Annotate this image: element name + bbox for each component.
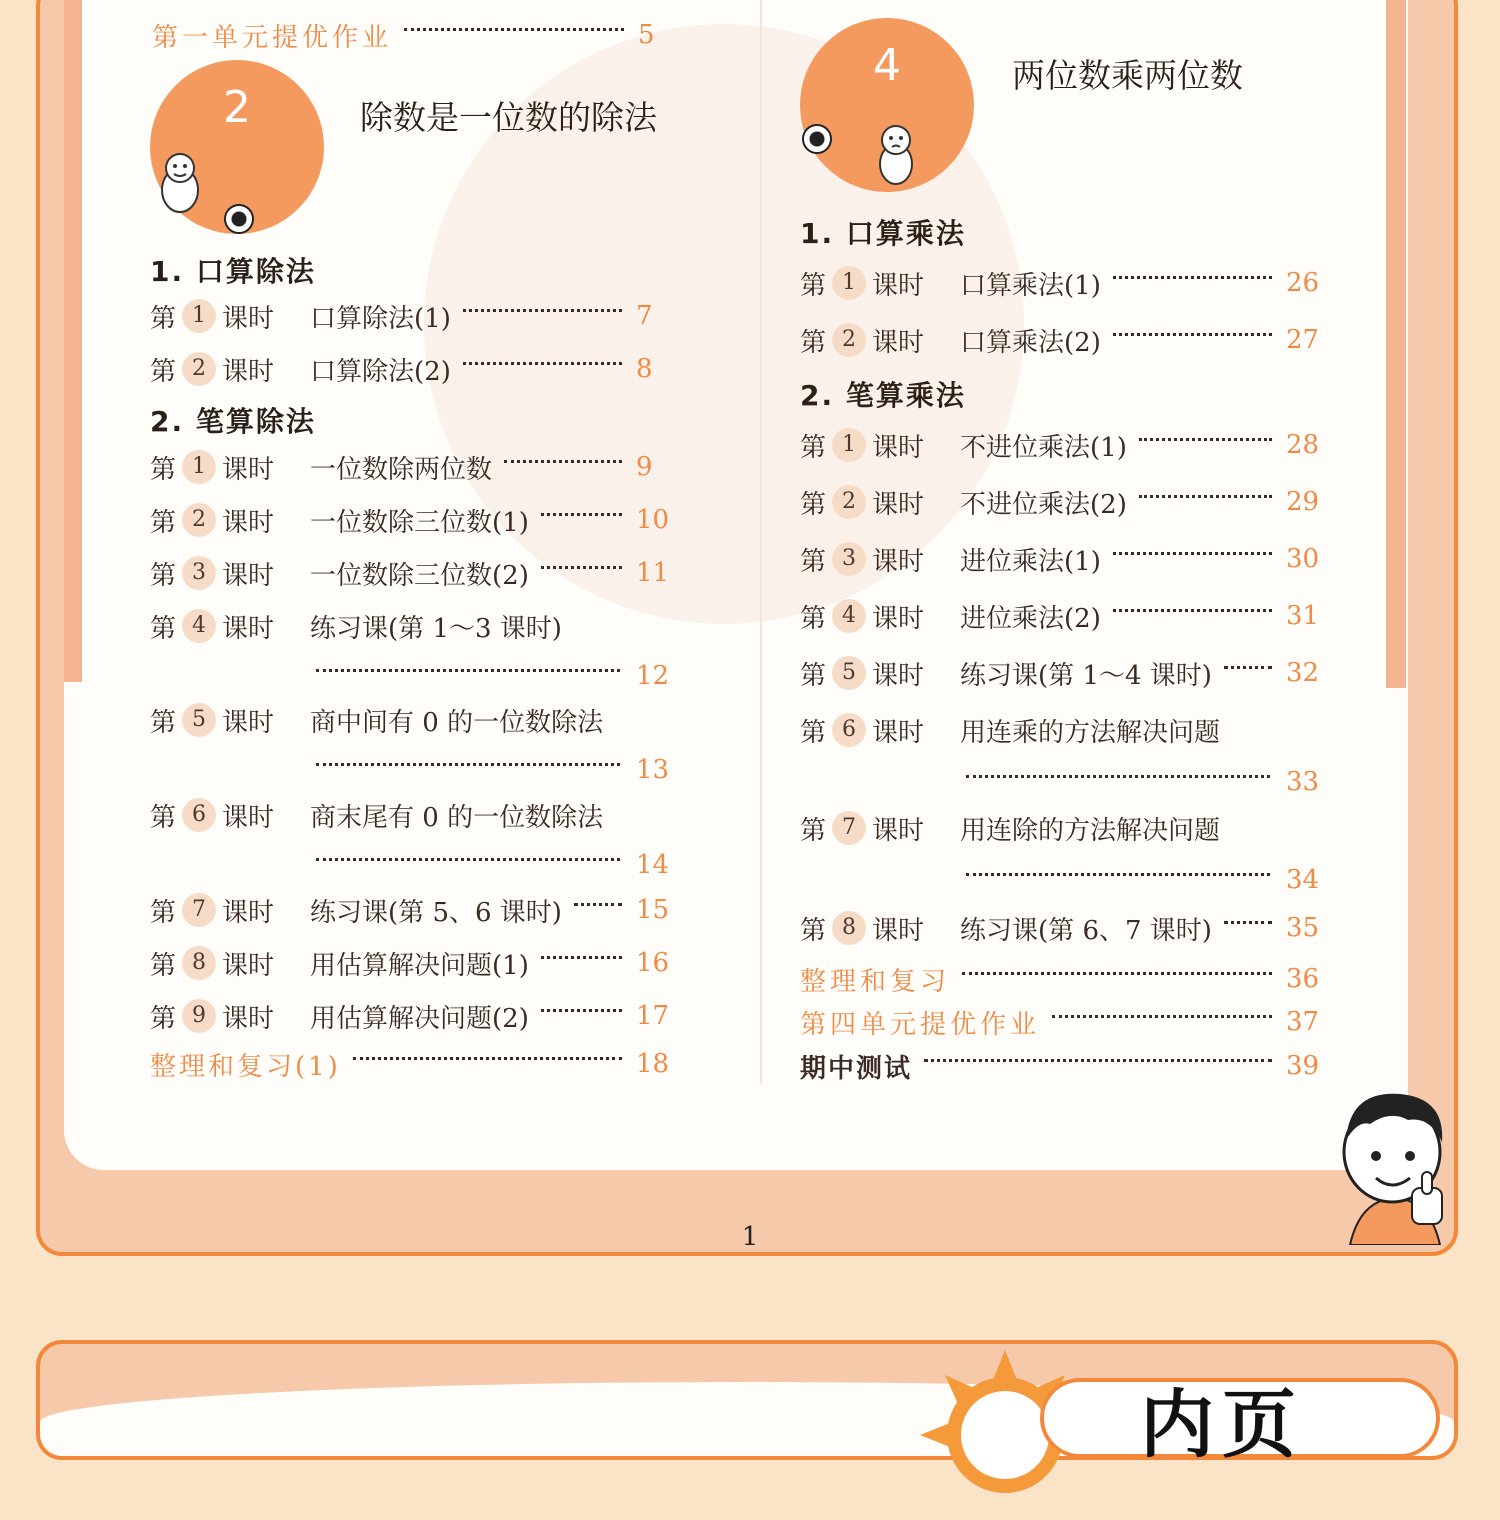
lesson-prefix: 第 (150, 454, 177, 485)
lesson-prefix: 第 (800, 489, 827, 520)
right-color-bar (1386, 0, 1406, 688)
page-number: 39 (1286, 1051, 1320, 1081)
toc-entry[interactable] (800, 908, 1320, 948)
page-number: 8 (636, 354, 653, 384)
lesson-suffix: 课时 (872, 489, 925, 520)
leader-dots (966, 775, 1270, 778)
lesson-prefix: 第 (150, 950, 177, 981)
leader-dots (1224, 921, 1272, 924)
lesson-title: 不进位乘法(2) (960, 489, 1127, 520)
toc-entry[interactable] (800, 596, 1320, 636)
lesson-title: 用估算解决问题(1) (310, 950, 529, 981)
lesson-number-badge: 6 (832, 713, 866, 747)
toc-entry-unit4-homework[interactable] (800, 1002, 1320, 1042)
lesson-title: 练习课(第 5、6 课时) (310, 897, 562, 928)
section-heading: 2. 笔算除法 (150, 405, 316, 438)
page-number: 34 (1286, 865, 1320, 895)
page-number: 9 (636, 452, 653, 482)
soccer-ball-icon (224, 204, 254, 234)
lesson-number-badge: 3 (182, 556, 216, 590)
leader-dots (1113, 276, 1272, 279)
lesson-title: 一位数除两位数 (310, 454, 493, 485)
lesson-number-badge: 7 (832, 811, 866, 845)
leader-dots (924, 1059, 1272, 1062)
toc-entry[interactable] (800, 808, 1320, 848)
lesson-title: 用连除的方法解决问题 (960, 815, 1221, 846)
lesson-suffix: 课时 (872, 432, 925, 463)
leader-dots (966, 873, 1270, 876)
toc-entry[interactable] (150, 700, 670, 740)
lesson-prefix: 第 (800, 432, 827, 463)
left-color-bar (64, 0, 82, 682)
toc-entry-continuation[interactable] (316, 750, 670, 790)
toc-entry[interactable] (800, 539, 1320, 579)
leader-dots (1052, 1015, 1272, 1018)
lesson-number-badge: 6 (182, 798, 216, 832)
lesson-suffix: 课时 (872, 327, 925, 358)
leader-dots (353, 1057, 622, 1060)
lesson-number-badge: 1 (832, 266, 866, 300)
unit-number: 4 (873, 40, 901, 91)
lesson-title: 进位乘法(1) (960, 546, 1101, 577)
lesson-title: 练习课(第 6、7 课时) (960, 915, 1212, 946)
lesson-prefix: 第 (800, 603, 827, 634)
lesson-number-badge: 9 (182, 999, 216, 1033)
review-label: 整理和复习 (800, 966, 951, 997)
lesson-title: 口算除法(1) (310, 303, 451, 334)
toc-entry[interactable] (800, 425, 1320, 465)
lesson-number-badge: 2 (182, 352, 216, 386)
lesson-suffix: 课时 (222, 560, 275, 591)
toc-entry[interactable] (150, 296, 670, 336)
toc-entry[interactable] (800, 710, 1320, 750)
page-number: 5 (638, 20, 655, 50)
leader-dots (1113, 552, 1272, 555)
page-number: 32 (1286, 658, 1320, 688)
toc-entry-unit1-homework[interactable] (152, 15, 672, 55)
lesson-prefix: 第 (150, 560, 177, 591)
page-number: 17 (636, 1001, 670, 1031)
lesson-prefix: 第 (800, 327, 827, 358)
lesson-number-badge: 4 (832, 599, 866, 633)
lesson-number-badge: 5 (182, 703, 216, 737)
lesson-suffix: 课时 (222, 613, 275, 644)
review-label: 整理和复习(1) (150, 1051, 341, 1082)
toc-entry-midterm[interactable] (800, 1046, 1320, 1086)
lesson-title: 一位数除三位数(1) (310, 507, 529, 538)
page-number: 16 (636, 948, 670, 978)
lesson-number-badge: 2 (182, 503, 216, 537)
lesson-prefix: 第 (150, 1003, 177, 1034)
leader-dots (504, 460, 622, 463)
leader-dots (1139, 438, 1272, 441)
lesson-suffix: 课时 (222, 1003, 275, 1034)
lesson-title: 口算乘法(1) (960, 270, 1101, 301)
section-heading: 1. 口算乘法 (800, 217, 966, 250)
page-number: 37 (1286, 1007, 1320, 1037)
page-number: 15 (636, 895, 670, 925)
toc-entry-review[interactable] (150, 1044, 670, 1084)
lesson-title: 商中间有 0 的一位数除法 (310, 707, 604, 738)
leader-dots (541, 1009, 622, 1012)
leader-dots (316, 763, 620, 766)
lesson-suffix: 课时 (872, 915, 925, 946)
cartoon-boy-thumbs-up-icon (1330, 1080, 1460, 1245)
leader-dots (962, 972, 1272, 975)
lesson-title: 不进位乘法(1) (960, 432, 1127, 463)
page-number: 12 (636, 661, 670, 691)
page-number: 30 (1286, 544, 1320, 574)
toc-entry-label: 第一单元提优作业 (152, 22, 393, 53)
lesson-number-badge: 8 (832, 911, 866, 945)
leader-dots (541, 566, 622, 569)
lesson-title: 进位乘法(2) (960, 603, 1101, 634)
unit-2-title: 除数是一位数的除法 (360, 98, 657, 137)
lesson-suffix: 课时 (222, 802, 275, 833)
lesson-suffix: 课时 (872, 546, 925, 577)
leader-dots (316, 858, 620, 861)
next-panel-heading: 内页 (1140, 1382, 1304, 1468)
toc-entry[interactable] (800, 482, 1320, 522)
page-number: 33 (1286, 767, 1320, 797)
toc-entry[interactable] (800, 263, 1320, 303)
column-divider (760, 0, 762, 1084)
page-number: 18 (636, 1049, 670, 1079)
lesson-prefix: 第 (800, 915, 827, 946)
lesson-title: 口算除法(2) (310, 356, 451, 387)
lesson-number-badge: 2 (832, 323, 866, 357)
toc-entry-continuation[interactable] (966, 860, 1320, 900)
lesson-prefix: 第 (150, 356, 177, 387)
leader-dots (463, 362, 622, 365)
toc-entry[interactable] (150, 500, 670, 540)
lesson-title: 商末尾有 0 的一位数除法 (310, 802, 604, 833)
leader-dots (1113, 609, 1272, 612)
page-number: 26 (1286, 268, 1320, 298)
toc-entry-continuation[interactable] (316, 845, 670, 885)
lesson-suffix: 课时 (222, 897, 275, 928)
unit-number: 2 (223, 82, 251, 133)
page-number: 28 (1286, 430, 1320, 460)
lesson-prefix: 第 (150, 707, 177, 738)
leader-dots (404, 28, 624, 31)
toc-entry-continuation[interactable] (316, 656, 670, 696)
section-heading: 2. 笔算乘法 (800, 379, 966, 412)
page-number: 11 (636, 558, 670, 588)
lesson-title: 练习课(第 1～4 课时) (960, 660, 1212, 691)
lesson-prefix: 第 (150, 613, 177, 644)
dinosaur-mascot-icon (870, 122, 922, 188)
toc-entry[interactable] (150, 447, 670, 487)
toc-entry[interactable] (150, 795, 670, 835)
lesson-suffix: 课时 (222, 950, 275, 981)
page-number: 35 (1286, 913, 1320, 943)
leader-dots (1139, 495, 1272, 498)
toc-entry[interactable] (150, 996, 670, 1036)
lesson-number-badge: 5 (832, 656, 866, 690)
leader-dots (463, 309, 622, 312)
toc-entry[interactable] (150, 606, 670, 646)
leader-dots (1224, 666, 1272, 669)
page-number: 31 (1286, 601, 1320, 631)
lesson-title: 一位数除三位数(2) (310, 560, 529, 591)
toc-entry-review[interactable] (800, 959, 1320, 999)
midterm-label: 期中测试 (800, 1053, 913, 1084)
lesson-number-badge: 2 (832, 485, 866, 519)
toc-entry[interactable] (150, 349, 670, 389)
lesson-title: 练习课(第 1～3 课时) (310, 613, 562, 644)
lesson-number-badge: 1 (832, 428, 866, 462)
toc-entry[interactable] (800, 653, 1320, 693)
lesson-title: 用连乘的方法解决问题 (960, 717, 1221, 748)
unit-homework-label: 第四单元提优作业 (800, 1009, 1041, 1040)
lesson-suffix: 课时 (872, 660, 925, 691)
lesson-number-badge: 8 (182, 946, 216, 980)
lesson-number-badge: 4 (182, 609, 216, 643)
dinosaur-mascot-icon (154, 150, 206, 216)
lesson-prefix: 第 (150, 802, 177, 833)
lesson-prefix: 第 (150, 303, 177, 334)
lesson-prefix: 第 (800, 546, 827, 577)
leader-dots (1113, 333, 1272, 336)
lesson-prefix: 第 (800, 717, 827, 748)
leader-dots (316, 669, 620, 672)
toc-entry[interactable] (150, 943, 670, 983)
page-number: 29 (1286, 487, 1320, 517)
soccer-ball-icon (802, 124, 832, 154)
section-heading: 1. 口算除法 (150, 255, 316, 288)
lesson-suffix: 课时 (222, 454, 275, 485)
lesson-prefix: 第 (800, 815, 827, 846)
page-number: 13 (636, 755, 670, 785)
lesson-suffix: 课时 (872, 270, 925, 301)
lesson-title: 口算乘法(2) (960, 327, 1101, 358)
leader-dots (541, 513, 622, 516)
lesson-number-badge: 1 (182, 450, 216, 484)
lesson-prefix: 第 (150, 507, 177, 538)
leader-dots (541, 956, 622, 959)
page-number: 7 (636, 301, 653, 331)
lesson-suffix: 课时 (222, 356, 275, 387)
page-number-footer: 1 (741, 1222, 759, 1252)
lesson-number-badge: 3 (832, 542, 866, 576)
lesson-prefix: 第 (150, 897, 177, 928)
unit-4-title: 两位数乘两位数 (1012, 56, 1243, 95)
lesson-title: 用估算解决问题(2) (310, 1003, 529, 1034)
toc-entry[interactable] (150, 890, 670, 930)
toc-entry[interactable] (150, 553, 670, 593)
page-number: 36 (1286, 964, 1320, 994)
lesson-suffix: 课时 (222, 507, 275, 538)
lesson-prefix: 第 (800, 270, 827, 301)
lesson-suffix: 课时 (222, 707, 275, 738)
lesson-suffix: 课时 (872, 717, 925, 748)
lesson-suffix: 课时 (872, 815, 925, 846)
page-number: 27 (1286, 325, 1320, 355)
lesson-suffix: 课时 (872, 603, 925, 634)
lesson-number-badge: 7 (182, 893, 216, 927)
lesson-prefix: 第 (800, 660, 827, 691)
lesson-number-badge: 1 (182, 299, 216, 333)
lesson-suffix: 课时 (222, 303, 275, 334)
toc-entry[interactable] (800, 320, 1320, 360)
page-number: 10 (636, 505, 670, 535)
page-number: 14 (636, 850, 670, 880)
leader-dots (574, 903, 622, 906)
toc-entry-continuation[interactable] (966, 762, 1320, 802)
